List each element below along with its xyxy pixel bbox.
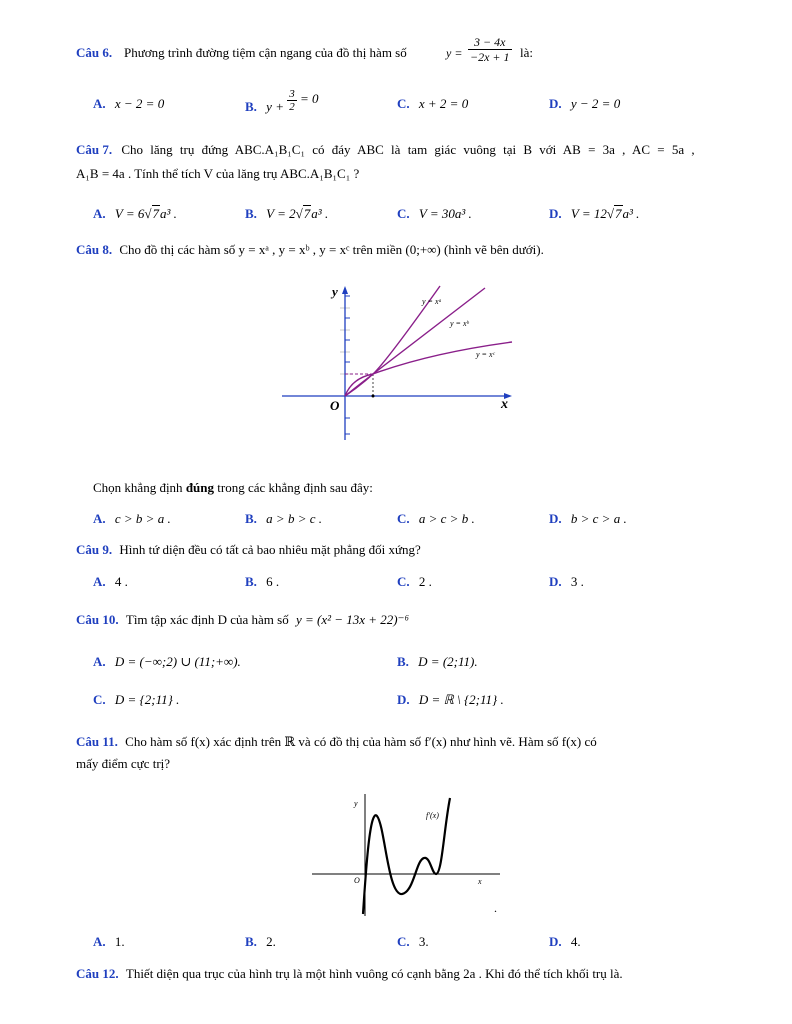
- question-8-label: Câu 8.: [76, 242, 113, 257]
- question-11-label: Câu 11.: [76, 734, 118, 749]
- question-11-line2: mấy điểm cực trị?: [76, 756, 171, 771]
- option-text: 2.: [266, 934, 276, 949]
- fraction-denominator: 2: [289, 101, 295, 113]
- option-c[interactable]: [93, 692, 179, 708]
- sqrt-sign: √: [606, 206, 615, 221]
- option-a[interactable]: [93, 934, 125, 950]
- option-text-post: a³ .: [622, 206, 640, 221]
- option-text: 3 .: [570, 574, 584, 589]
- unit-dot: [372, 395, 375, 398]
- prompt-post: trong các khẳng định sau đây:: [214, 480, 373, 495]
- option-b[interactable]: [245, 934, 276, 950]
- option-text: a > b > c .: [266, 511, 322, 526]
- radicand: 7: [303, 206, 311, 221]
- question-9-text: Hình tứ diện đều có tất cả bao nhiêu mặt phẳng đối xứng?: [119, 542, 421, 557]
- option-letter: D.: [549, 96, 562, 111]
- prompt-bold: đúng: [185, 480, 215, 495]
- option-c[interactable]: [397, 511, 475, 527]
- question-12-label: Câu 12.: [76, 966, 119, 981]
- option-letter: A.: [93, 654, 106, 669]
- option-text-post: a³ .: [160, 206, 177, 221]
- option-letter: B.: [245, 206, 257, 221]
- option-d[interactable]: [549, 206, 639, 222]
- option-letter: B.: [245, 934, 257, 949]
- option-d[interactable]: [397, 692, 504, 708]
- y-axis-arrow: [342, 286, 348, 294]
- option-letter: A.: [93, 511, 106, 526]
- option-text: 6 .: [266, 574, 280, 589]
- option-text: V = 30a³ .: [418, 206, 472, 221]
- option-a[interactable]: [93, 574, 128, 590]
- fraction-numerator: 3 − 4x: [468, 35, 512, 50]
- option-letter: D.: [549, 206, 562, 221]
- option-letter: A.: [93, 206, 106, 221]
- option-c[interactable]: [397, 934, 429, 950]
- option-a[interactable]: [93, 206, 177, 222]
- x-axis-label: x: [478, 877, 482, 886]
- option-letter: B.: [397, 654, 409, 669]
- option-letter: D.: [397, 692, 410, 707]
- option-b[interactable]: [245, 511, 322, 527]
- option-letter: C.: [397, 934, 410, 949]
- option-text-post: = 0: [299, 91, 319, 107]
- fraction-numerator: 3: [289, 88, 295, 100]
- question-11-line1: Cho hàm số f(x) xác định trên ℝ và có đồ thị của hàm số f′(x) như hình vẽ. Hàm số f(x) có: [125, 734, 597, 749]
- sqrt-sign: √: [144, 206, 152, 221]
- y-axis-label: y: [354, 799, 358, 808]
- curve-b: [345, 288, 485, 396]
- option-c[interactable]: [397, 206, 472, 222]
- option-letter: B.: [245, 511, 257, 526]
- question-7-line2: A₁B = 4a . Tính thể tích V của lăng trụ ABC.A₁B₁C₁ ?: [76, 166, 360, 181]
- question-12: [76, 966, 623, 982]
- option-text: c > b > a .: [114, 511, 171, 526]
- radicand: 7: [152, 206, 160, 221]
- option-text: x − 2 = 0: [114, 96, 165, 111]
- question-8-text: Cho đồ thị các hàm số y = xᵃ , y = xᵇ , y = xᶜ trên miền (0;+∞) (hình vẽ bên dưới).: [119, 242, 544, 257]
- question-10-label: Câu 10.: [76, 612, 119, 627]
- curve-a-label: y = xᵃ: [422, 297, 442, 306]
- option-text-pre: V = 6: [114, 206, 145, 221]
- option-text: 4 .: [114, 574, 128, 589]
- option-d[interactable]: [549, 934, 581, 950]
- option-letter: A.: [93, 574, 106, 589]
- question-8-graph: [280, 278, 520, 444]
- question-10: [76, 612, 409, 628]
- question-8-prompt: [93, 480, 373, 496]
- option-text-post: a³ .: [311, 206, 329, 221]
- option-letter: C.: [397, 511, 410, 526]
- option-letter: C.: [397, 574, 410, 589]
- question-8: [76, 242, 544, 258]
- option-letter: D.: [549, 934, 562, 949]
- option-text: x + 2 = 0: [418, 96, 469, 111]
- option-d[interactable]: [549, 511, 627, 527]
- question-7-line1: Cho lăng trụ đứng ABC.A₁B₁C₁ có đáy ABC là tam giác vuông tại B với AB = 3a , AC = 5a ,: [121, 142, 695, 157]
- option-text: a > c > b .: [418, 511, 475, 526]
- question-6-tail: là:: [520, 45, 533, 60]
- option-text-pre: V = 2: [266, 206, 296, 221]
- option-letter: C.: [397, 96, 410, 111]
- option-letter: D.: [549, 574, 562, 589]
- option-text: b > c > a .: [570, 511, 627, 526]
- question-12-text: Thiết diện qua trục của hình trụ là một hình vuông có cạnh bằng 2a . Khi đó thể tích khối trụ là.: [125, 966, 623, 981]
- question-7: [76, 142, 695, 158]
- x-axis-label: x: [501, 397, 508, 412]
- option-b[interactable]: [245, 88, 319, 122]
- question-11-graph: [310, 788, 510, 918]
- question-6-text: Phương trình đường tiệm cận ngang của đồ thị hàm số: [124, 45, 407, 60]
- option-a[interactable]: [93, 96, 164, 112]
- y-axis-label: y: [332, 284, 338, 299]
- question-9: [76, 542, 421, 558]
- option-text: y − 2 = 0: [570, 96, 621, 111]
- curve-label: f′(x): [426, 811, 439, 820]
- question-7-label: Câu 7.: [76, 142, 113, 157]
- option-letter: A.: [93, 934, 106, 949]
- option-d[interactable]: [549, 96, 620, 112]
- option-c[interactable]: [397, 96, 468, 112]
- option-text: D = (−∞;2) ∪ (11;+∞).: [114, 654, 241, 669]
- question-6-func-lhs: y =: [446, 46, 463, 60]
- question-10-function: y = (x² − 13x + 22)⁻⁶: [295, 612, 410, 627]
- option-text: D = (2;11).: [418, 654, 478, 669]
- option-letter: B.: [245, 574, 257, 589]
- curve-b-label: y = xᵇ: [450, 319, 469, 328]
- trailing-dot: .: [494, 901, 497, 915]
- option-letter: C.: [397, 206, 410, 221]
- option-d[interactable]: [549, 574, 584, 590]
- option-a[interactable]: [93, 654, 241, 670]
- question-6-label: Câu 6.: [76, 45, 113, 60]
- prompt-pre: Chọn khẳng định: [93, 480, 186, 495]
- option-fraction: [287, 88, 297, 113]
- option-text-pre: y +: [266, 99, 284, 115]
- option-b[interactable]: [397, 654, 478, 670]
- option-text: 1.: [114, 934, 125, 949]
- option-b[interactable]: [245, 574, 279, 590]
- option-text-pre: V = 12: [570, 206, 607, 221]
- option-letter: D.: [549, 511, 562, 526]
- origin-label: O: [354, 876, 360, 885]
- option-c[interactable]: [397, 574, 432, 590]
- sqrt-sign: √: [295, 206, 303, 221]
- option-text: 4.: [570, 934, 581, 949]
- question-10-text: Tìm tập xác định D của hàm số: [125, 612, 289, 627]
- option-text: 2 .: [418, 574, 432, 589]
- question-11: [76, 734, 597, 750]
- option-a[interactable]: [93, 511, 171, 527]
- origin-label: O: [330, 398, 340, 413]
- question-6-fraction: [468, 35, 512, 64]
- option-letter: C.: [93, 692, 106, 707]
- option-text: 3.: [418, 934, 429, 949]
- fraction-denominator: −2x + 1: [470, 50, 510, 64]
- option-b[interactable]: [245, 206, 328, 222]
- option-text: D = {2;11} .: [114, 692, 180, 707]
- curve-c-label: y = xᶜ: [476, 350, 495, 359]
- option-letter: A.: [93, 96, 106, 111]
- question-9-label: Câu 9.: [76, 542, 113, 557]
- option-letter: B.: [245, 99, 257, 115]
- option-text: D = ℝ \ {2;11} .: [418, 692, 504, 707]
- radicand: 7: [615, 206, 622, 221]
